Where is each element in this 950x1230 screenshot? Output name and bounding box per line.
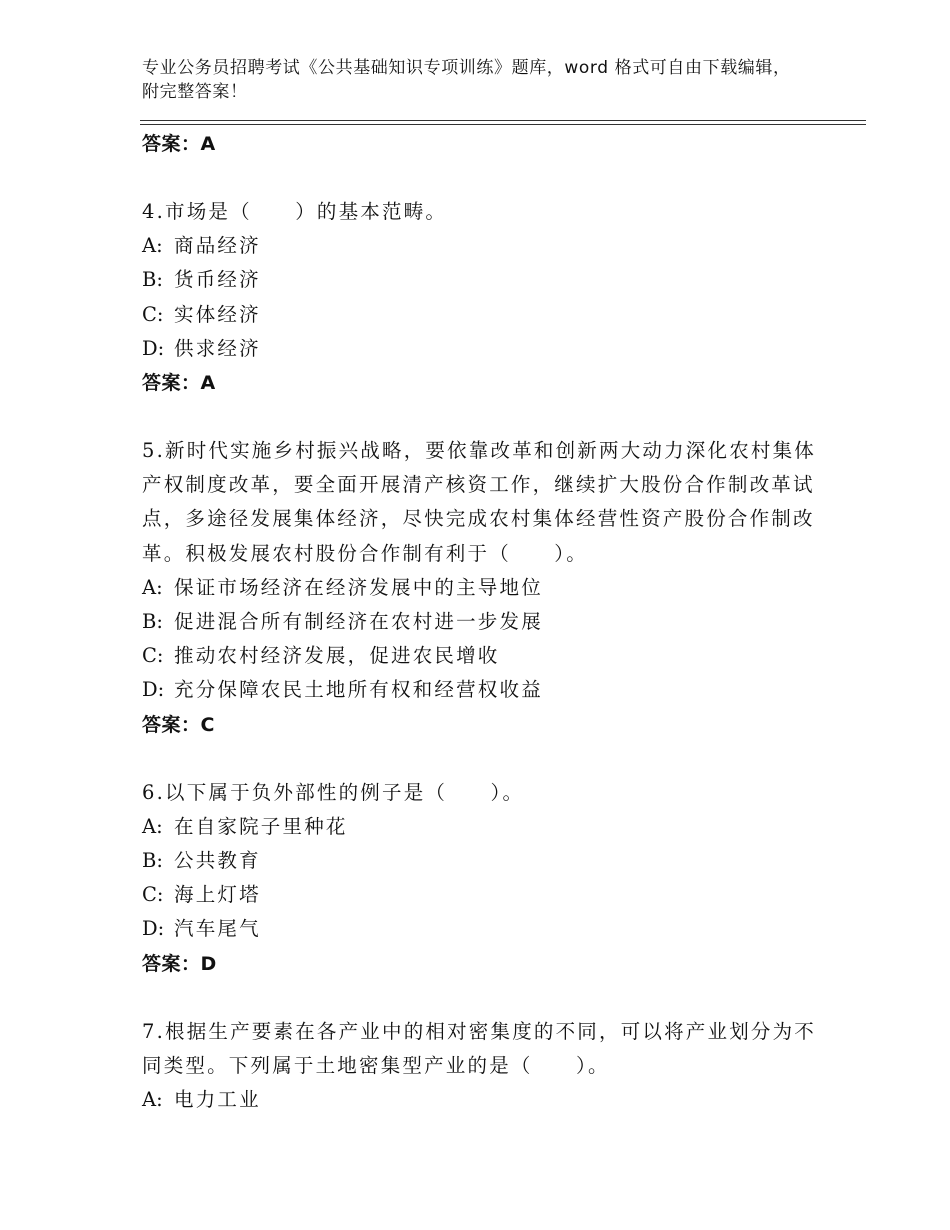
answer-line: 答案：D [142,952,217,975]
option-line [142,673,822,707]
option-text: 海上灯塔 [174,883,261,907]
option-label: A: [142,234,163,258]
option-label: C: [142,883,164,907]
header-rule [140,120,866,121]
question-list [142,127,822,1117]
option-line [142,912,822,946]
answer-line: 答案：A [142,133,216,155]
option-label: A: [142,1088,163,1112]
page-header: 专业公务员招聘考试《公共基础知识专项训练》题库，word 格式可自由下载编辑，附完整答案！ [142,58,791,102]
option-text: 电力工业 [174,1088,261,1112]
option-line [142,1083,822,1117]
option-text: 实体经济 [174,302,261,326]
option-text: 货币经济 [174,268,261,292]
option-text: 供求经济 [174,336,261,360]
answer-line: 答案：C [142,713,215,736]
option-text: 充分保障农民土地所有权和经营权收益 [174,678,543,702]
option-label: A: [142,575,163,599]
question-stem: 4.市场是（ ）的基本范畴。 [142,200,448,223]
option-line [142,878,822,912]
option-text: 保证市场经济在经济发展中的主导地位 [174,575,543,599]
option-label: D: [142,336,165,360]
option-label: B: [142,610,163,634]
option-line [142,298,822,332]
option-label: A: [142,814,163,838]
option-label: D: [142,917,165,941]
option-text: 公共教育 [174,849,261,873]
option-text: 商品经济 [174,234,261,258]
option-label: C: [142,644,164,668]
question-stem: 5.新时代实施乡村振兴战略，要依靠改革和创新两大动力深化农村集体产权制度改革，要全面开展清产核资工作，继续扩大股份合作制改革试点，多途径发展集体经济，尽快完成农村集体经营性资产股份合作制改革。积极发展农村股份合作制有利于（ ）。 [142,439,817,565]
option-line [142,263,822,297]
option-line [142,571,822,605]
option-label: B: [142,268,163,292]
option-label: D: [142,678,165,702]
option-text: 在自家院子里种花 [174,814,348,838]
option-line [142,844,822,878]
question-stem: 7.根据生产要素在各产业中的相对密集度的不同，可以将产业划分为不同类型。下列属于土地密集型产业的是（ ）。 [142,1019,817,1077]
option-line [142,810,822,844]
option-text: 汽车尾气 [174,917,261,941]
option-line [142,639,822,673]
option-text: 推动农村经济发展，促进农民增收 [174,644,500,668]
header-rule [140,124,866,125]
option-line [142,605,822,639]
option-label: C: [142,302,164,326]
option-label: B: [142,849,163,873]
answer-line: 答案：A [142,372,216,395]
question-stem: 6.以下属于负外部性的例子是（ ）。 [142,780,525,804]
option-line [142,332,822,366]
option-text: 促进混合所有制经济在农村进一步发展 [174,610,543,634]
option-line [142,229,822,263]
